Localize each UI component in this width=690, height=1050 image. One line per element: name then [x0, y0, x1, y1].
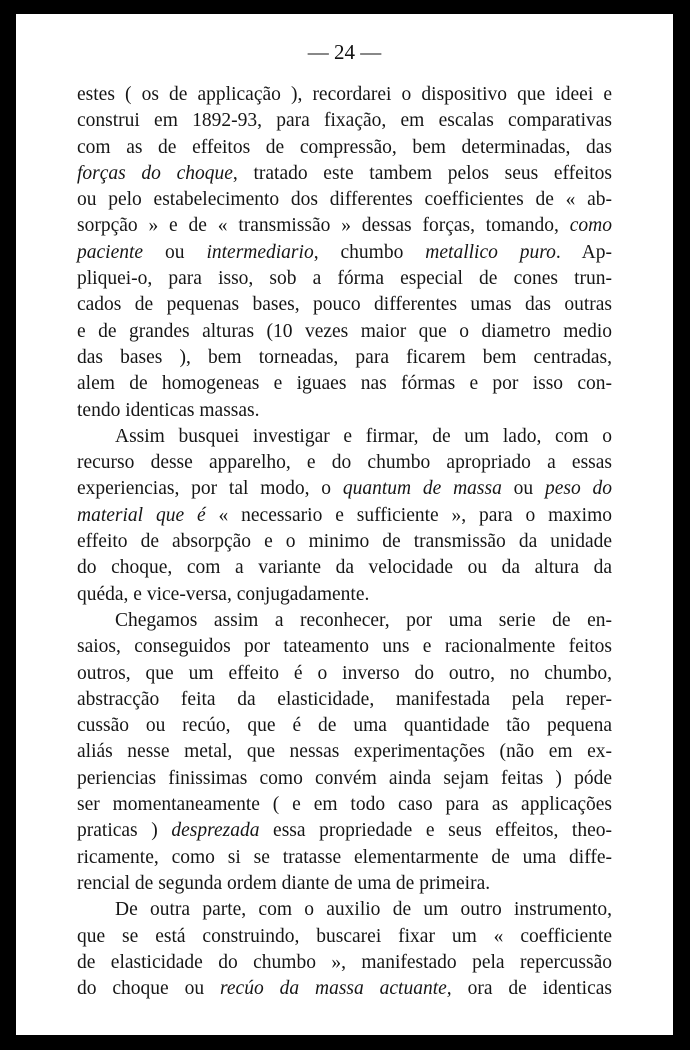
text-line: tendo identicas massas.	[77, 399, 260, 421]
text-line: outros, que um effeito é o inverso do outro, no chumbo,	[77, 662, 612, 684]
text-line: saios, conseguidos por tateamento uns e racionalmente feitos	[77, 636, 612, 658]
body-text	[77, 82, 612, 1002]
text-line: recurso desse apparelho, e do chumbo apropriado a essas	[77, 452, 612, 474]
text-line: Chegamos assim a reconhecer, por uma serie de en-	[115, 609, 612, 631]
text-line: abstracção feita da elasticidade, manifestada pela reper-	[77, 688, 612, 710]
text-line: Assim busquei investigar e firmar, de um lado, com o	[115, 425, 612, 447]
text-line: experiencias, por tal modo, o quantum de massa ou peso do	[77, 478, 612, 500]
text-line: material que é « necessario e sufficiente », para o maximo	[77, 504, 612, 526]
paragraph	[77, 424, 612, 608]
text-line: paciente ou intermediario, chumbo metallico puro. Ap-	[77, 241, 612, 263]
text-line: do choque, com a variante da velocidade ou da altura da	[77, 557, 612, 579]
text-line: estes ( os de applicação ), recordarei o dispositivo que ideei e	[77, 84, 612, 105]
text-line: do choque ou recúo da massa actuante, ora de identicas	[77, 978, 612, 1000]
text-line: com as de effeitos de compressão, bem determinadas, das	[77, 136, 612, 158]
text-line: forças do choque, tratado este tambem pelos seus effeitos	[77, 162, 612, 184]
text-line: aliás nesse metal, que nessas experimentações (não em ex-	[77, 741, 612, 763]
text-line: sorpção » e de « transmissão » dessas forças, tomando, como	[77, 215, 612, 237]
text-line: cados de pequenas bases, pouco differentes umas das outras	[77, 294, 612, 316]
paragraph	[77, 897, 612, 1002]
text-line: construi em 1892-93, para fixação, em escalas comparativas	[77, 110, 612, 132]
text-line: effeito de absorpção e o minimo de transmissão da unidade	[77, 531, 612, 553]
book-page	[16, 14, 673, 1035]
text-line: ou pelo estabelecimento dos differentes coefficientes de « ab-	[77, 189, 612, 211]
text-line: pliquei-o, para isso, sob a fórma especial de cones trun-	[77, 268, 612, 290]
paragraph	[77, 82, 612, 424]
page-number: — 24 —	[307, 40, 382, 64]
text-line: alem de homogeneas e iguaes nas fórmas e por isso con-	[77, 373, 612, 395]
text-line: que se está construindo, buscarei fixar um « coefficiente	[77, 925, 612, 947]
text-line: quéda, e vice-versa, conjugadamente.	[77, 583, 370, 605]
paragraph	[77, 608, 612, 897]
text-line: das bases ), bem torneadas, para ficarem bem centradas,	[77, 346, 612, 368]
text-line: rencial de segunda ordem diante de uma de primeira.	[77, 872, 491, 894]
text-line: ricamente, como si se tratasse elementarmente de uma diffe-	[77, 846, 612, 868]
text-line: e de grandes alturas (10 vezes maior que o diametro medio	[77, 320, 612, 342]
text-line: de elasticidade do chumbo », manifestado pela repercussão	[77, 951, 612, 973]
text-line: praticas ) desprezada essa propriedade e seus effeitos, theo-	[77, 820, 612, 842]
text-line: periencias finissimas como convém ainda sejam feitas ) póde	[77, 767, 612, 789]
text-line: ser momentaneamente ( e em todo caso para as applicações	[77, 794, 612, 816]
text-line: De outra parte, com o auxilio de um outro instrumento,	[115, 899, 612, 921]
text-line: cussão ou recúo, que é de uma quantidade tão pequena	[77, 715, 612, 737]
